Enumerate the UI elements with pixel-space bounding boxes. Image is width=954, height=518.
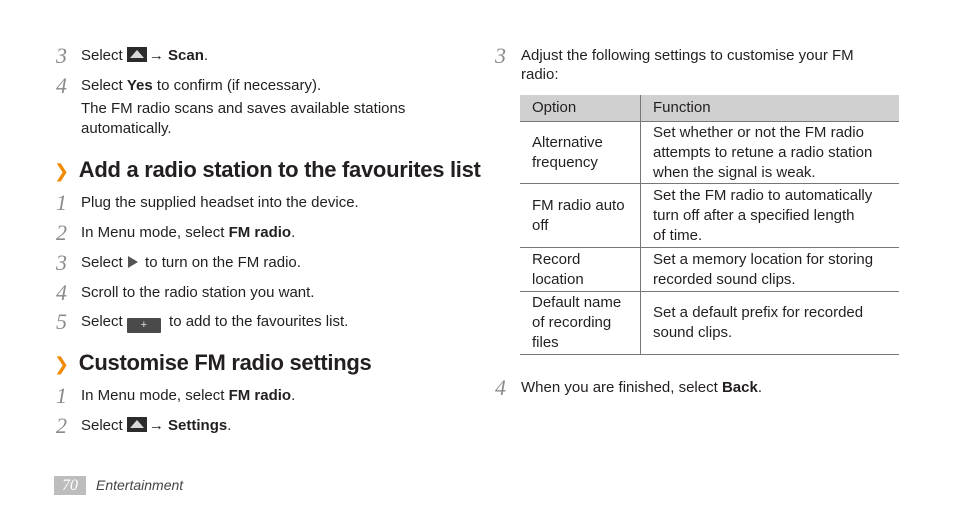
table-header-row (520, 95, 899, 122)
arrow-glyph: → (148, 417, 164, 434)
step-text-pre: Select (81, 47, 127, 64)
step-text-post: . (203, 47, 209, 64)
table-cell-option (520, 292, 641, 355)
cell-line: files (532, 334, 559, 351)
step-text-pre: When you are finished, select (521, 379, 722, 396)
step-text: Scroll to the radio station you want. (81, 284, 315, 301)
step-text-post: . (291, 387, 296, 404)
cell-line: of time. (653, 226, 703, 244)
step-text (81, 386, 295, 406)
section-heading (54, 156, 481, 185)
table-cell-function (641, 122, 900, 184)
step-text-pre: Select (81, 254, 127, 271)
cell-line: Set whether or not the FM radio (653, 123, 864, 141)
menu-up-icon (127, 417, 147, 432)
step-text-bold: Settings (168, 417, 228, 434)
step-text (81, 312, 348, 333)
chevron-right-icon: ❯ (54, 354, 69, 374)
cell-line: FM radio auto (532, 196, 625, 214)
step-text-bold: FM radio (228, 387, 292, 404)
step-text: radio: (521, 66, 559, 83)
step-text (81, 416, 231, 436)
step-text-bold: FM radio (228, 224, 292, 241)
step-text (81, 76, 321, 96)
cell-line: Default name (532, 294, 622, 311)
step-description: The FM radio scans and saves available stations (81, 100, 406, 117)
step-text (81, 253, 301, 273)
table-cell-option (520, 122, 641, 184)
step-number: 2 (56, 220, 67, 245)
step-text-post: to turn on the FM radio. (140, 254, 301, 271)
step-text (521, 378, 762, 398)
step-number: 3 (56, 250, 67, 275)
cell-line: Set a default prefix for recorded (653, 304, 864, 321)
play-icon (128, 256, 138, 268)
table-cell-option (520, 248, 641, 292)
cell-line: when the signal is weak. (653, 163, 816, 181)
cell-line: attempts to retune a radio station (653, 143, 873, 161)
table-row (520, 122, 899, 184)
step-number: 3 (56, 43, 67, 68)
cell-line: turn off after a specified length (653, 206, 855, 224)
step-text (81, 46, 208, 66)
step-number: 2 (56, 413, 67, 438)
section-heading-text: Customise FM radio settings (78, 350, 372, 375)
cell-line: location (532, 270, 584, 288)
step-number: 1 (56, 383, 67, 408)
step-text-pre: Select (81, 313, 127, 330)
step-text: Plug the supplied headset into the device. (81, 194, 359, 211)
step-text-post: . (227, 417, 232, 434)
section-heading-text: Add a radio station to the favourites list (78, 157, 481, 182)
table-row (520, 184, 899, 248)
table-cell-function (641, 184, 900, 248)
cell-line: sound clips. (653, 324, 733, 341)
cell-line: recorded sound clips. (653, 270, 796, 288)
settings-table (520, 95, 899, 355)
step-text: Adjust the following settings to customise your FM (521, 47, 854, 64)
step-text-pre: Select (81, 77, 127, 94)
step-text-post: . (757, 379, 762, 396)
cell-line: frequency (532, 153, 598, 171)
step-number: 5 (56, 309, 67, 334)
step-text-bold: Scan (168, 47, 204, 64)
step-number: 4 (56, 280, 67, 305)
arrow-glyph: → (148, 47, 164, 64)
section-heading (54, 349, 371, 378)
step-text-pre: In Menu mode, select (81, 387, 229, 404)
step-description: automatically. (81, 120, 172, 137)
table-cell-function (641, 292, 900, 355)
cell-line: Alternative (532, 133, 603, 151)
step-number: 1 (56, 190, 67, 215)
add-favourite-icon: + (127, 318, 161, 333)
table-row (520, 248, 899, 292)
cell-line: off (532, 216, 549, 234)
step-text-pre: In Menu mode, select (81, 224, 229, 241)
section-name: Entertainment (96, 477, 184, 493)
step-number: 4 (495, 375, 506, 400)
table-row (520, 292, 899, 355)
step-text-bold: Back (721, 379, 758, 396)
table-cell-function (641, 248, 900, 292)
cell-line: Set a memory location for storing (653, 250, 874, 268)
step-text-post: to confirm (if necessary). (152, 77, 322, 94)
step-text (81, 223, 295, 243)
table-header-option: Option (520, 95, 641, 122)
chevron-right-icon: ❯ (54, 161, 69, 181)
cell-line: Set the FM radio to automatically (653, 186, 873, 204)
step-text-pre: Select (81, 417, 127, 434)
cell-line: Record (532, 250, 581, 268)
step-text-post: to add to the favourites list. (164, 313, 349, 330)
step-text-post: . (291, 224, 296, 241)
table-cell-option (520, 184, 641, 248)
menu-up-icon (127, 47, 147, 62)
step-number: 3 (495, 43, 506, 68)
cell-line: of recording (532, 314, 612, 331)
table-header-function: Function (641, 95, 900, 122)
page-number: 70 (54, 476, 86, 495)
step-text-bold: Yes (126, 77, 153, 94)
step-number: 4 (56, 73, 67, 98)
